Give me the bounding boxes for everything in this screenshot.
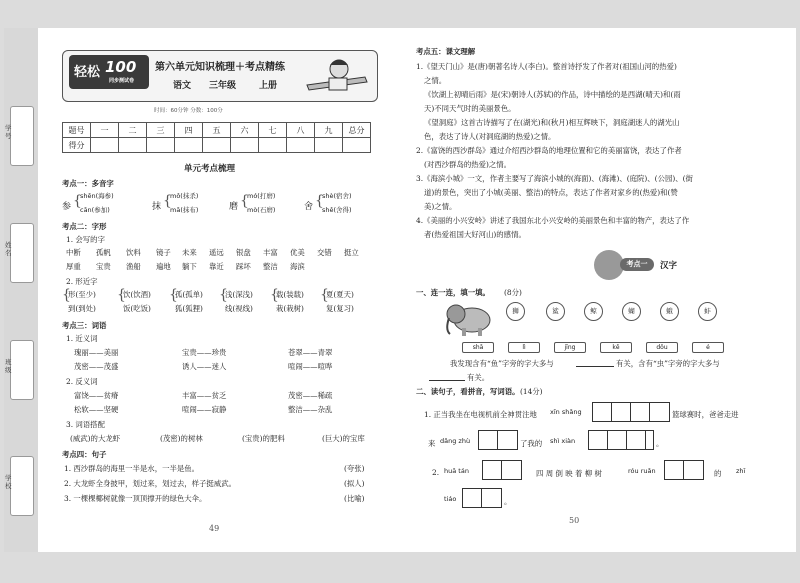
pinyin: zhī xyxy=(736,467,746,475)
score-head: 六 xyxy=(231,123,259,138)
question-text: 。 xyxy=(656,439,664,448)
pinyin: dǎng zhù xyxy=(440,437,471,445)
score-head: 题号 xyxy=(63,123,91,138)
section-title: 单元考点梳理 xyxy=(184,164,236,174)
question-1-score: (8分) xyxy=(504,288,522,297)
score-cell[interactable] xyxy=(287,138,315,153)
exam-time-score: 时间：60分钟 分数：100分 xyxy=(154,108,223,114)
score-head: 五 xyxy=(203,123,231,138)
score-cell[interactable] xyxy=(315,138,343,153)
char-circle[interactable]: 蛾 xyxy=(660,302,679,321)
score-label: 得分 xyxy=(63,138,91,153)
name-label: 姓名 xyxy=(5,241,12,257)
header-subject: 语文 xyxy=(173,81,192,91)
score-head: 总分 xyxy=(343,123,371,138)
pinyin: xīn shǎng xyxy=(550,408,582,416)
word-pair: 整洁——杂乱 xyxy=(288,405,333,414)
word-pair: 富饶——贫瘠 xyxy=(74,391,119,400)
brand-logo: 轻松 100 同步测试卷 xyxy=(69,55,149,89)
question-text: 2. xyxy=(432,468,440,477)
word-collocation: (巨大)的宝库 xyxy=(322,434,365,443)
name-box[interactable] xyxy=(10,223,34,283)
student-id-box[interactable] xyxy=(10,106,34,166)
sentence-type: (比喻) xyxy=(344,494,365,503)
sentence: 2. 大龙虾全身披甲，划过来，划过去，样子挺威武。 xyxy=(64,479,236,488)
sub-heading: 3. 词语搭配 xyxy=(66,420,105,429)
pinyin: tiáo xyxy=(444,495,457,503)
class-box[interactable] xyxy=(10,340,34,400)
question-text: 的 xyxy=(714,469,722,478)
point-4-heading: 考点四：句子 xyxy=(62,450,107,459)
score-cell[interactable] xyxy=(343,138,371,153)
char-circle[interactable]: 鲸 xyxy=(584,302,603,321)
score-head: 一 xyxy=(91,123,119,138)
word-pair: 茂密——茂盛 xyxy=(74,362,119,371)
question-text: 来 xyxy=(428,439,436,448)
question-text: 1. 正当我坐在电视机前全神贯注地 xyxy=(424,410,537,419)
point-1-heading: 考点一：多音字 xyxy=(62,179,114,188)
student-id-label: 学号 xyxy=(5,124,12,140)
answer-blank[interactable] xyxy=(429,380,465,381)
pinyin-box[interactable]: lì xyxy=(508,342,540,353)
word-pair: 喧闹——寂静 xyxy=(182,405,227,414)
pinyin: huā tán xyxy=(444,467,469,475)
score-cell[interactable] xyxy=(259,138,287,153)
word-collocation: (茂密)的树林 xyxy=(160,434,203,443)
char-circle[interactable]: 蚌 xyxy=(698,302,717,321)
score-head: 四 xyxy=(175,123,203,138)
question-text: 篮球赛时，爸爸走进 xyxy=(672,410,739,419)
score-head: 九 xyxy=(315,123,343,138)
score-cell[interactable] xyxy=(91,138,119,153)
score-head: 三 xyxy=(147,123,175,138)
sentence: 3. 一棵棵椰树就像一顶顶撑开的绿色大伞。 xyxy=(64,494,207,503)
score-head: 七 xyxy=(259,123,287,138)
char-circle[interactable]: 鲨 xyxy=(546,302,565,321)
sub-heading: 2. 反义词 xyxy=(66,377,98,386)
writing-grid[interactable] xyxy=(592,402,670,422)
word-pair: 茂密——稀疏 xyxy=(288,391,333,400)
question-1-title: 一、连一连，填一填。 xyxy=(416,288,490,297)
header-term: 上册 xyxy=(259,81,278,91)
school-box[interactable] xyxy=(10,456,34,516)
question-text: 。 xyxy=(504,497,512,506)
binding-strip xyxy=(4,28,38,552)
question-text: 四 周 倒 映 着 柳 树 xyxy=(536,469,602,478)
word-pair: 宝贵——珍贵 xyxy=(182,348,227,357)
page-number-left: 49 xyxy=(209,524,220,533)
char-circle[interactable]: 蝴 xyxy=(622,302,641,321)
score-cell[interactable] xyxy=(203,138,231,153)
score-cell[interactable] xyxy=(175,138,203,153)
sub-heading: 1. 会写的字 xyxy=(66,235,105,244)
fill-text: 我发现含有“鱼”字旁的字大多与 xyxy=(450,359,554,368)
sub-heading: 2. 形近字 xyxy=(66,277,98,286)
word-pair: 瑰丽——美丽 xyxy=(74,348,119,357)
word-collocation: (宝贵)的肥料 xyxy=(242,434,285,443)
word-pair: 喧闹——喧哗 xyxy=(288,362,333,371)
badge: 考点一 xyxy=(620,258,654,271)
question-text: 了我的 xyxy=(520,439,543,448)
score-table xyxy=(62,122,371,153)
fill-text: 有关。 xyxy=(467,373,490,382)
point-3-heading: 考点三：词语 xyxy=(62,321,107,330)
word-pair: 丰富——贫乏 xyxy=(182,391,227,400)
writing-grid[interactable] xyxy=(482,460,522,480)
pinyin-box[interactable]: shā xyxy=(462,342,494,353)
score-head: 八 xyxy=(287,123,315,138)
writing-grid[interactable] xyxy=(462,488,502,508)
score-cell[interactable] xyxy=(231,138,259,153)
header-grade: 三年级 xyxy=(209,81,237,91)
point-5-heading: 考点五：课文理解 xyxy=(416,47,476,56)
writing-grid[interactable] xyxy=(478,430,518,450)
answer-blank[interactable] xyxy=(576,366,614,367)
fill-text: 有关，含有“虫”字旁的字大多与 xyxy=(616,359,720,368)
pinyin-box[interactable]: dǒu xyxy=(646,342,678,353)
writing-grid[interactable] xyxy=(588,430,654,450)
word-pair: 苍翠——青翠 xyxy=(288,348,333,357)
point-2-heading: 考点二：字形 xyxy=(62,222,107,231)
word-pair: 松软——坚硬 xyxy=(74,405,119,414)
sub-heading: 1. 近义词 xyxy=(66,334,98,343)
sentence: 1. 西沙群岛的海里一半是水，一半是鱼。 xyxy=(64,464,200,473)
pinyin: róu ruǎn xyxy=(628,467,656,475)
question-2-title: 二、读句子，看拼音，写词语。 xyxy=(416,387,520,396)
score-head: 二 xyxy=(119,123,147,138)
word-pair: 诱人——迷人 xyxy=(182,362,227,371)
sentence-type: (拟人) xyxy=(344,479,365,488)
writing-grid[interactable] xyxy=(664,460,704,480)
score-cell[interactable] xyxy=(147,138,175,153)
class-label: 班级 xyxy=(5,358,12,374)
pinyin-box[interactable]: kē xyxy=(600,342,632,353)
school-label: 学校 xyxy=(5,474,12,490)
elephant-illustration xyxy=(444,300,498,340)
sentence-type: (夸张) xyxy=(344,464,365,473)
boy-writing-illustration xyxy=(299,55,371,97)
char-circle[interactable]: 狮 xyxy=(506,302,525,321)
page-number-right: 50 xyxy=(569,516,580,525)
badge-title: 汉字 xyxy=(660,261,678,271)
score-cell[interactable] xyxy=(119,138,147,153)
pinyin-box[interactable]: jīng xyxy=(554,342,586,353)
header-banner xyxy=(62,50,378,102)
pinyin: shì xiàn xyxy=(550,437,576,445)
pinyin-box[interactable]: é xyxy=(692,342,724,353)
question-2-score: (14分) xyxy=(520,387,543,396)
header-title: 第六单元知识梳理＋考点精练 xyxy=(155,62,285,73)
word-collocation: (威武)的大龙虾 xyxy=(70,434,121,443)
exam-sheet: 学号 姓名 班级 学校 轻松 100 同步测试卷 第六单元知识梳理＋考点精练 语文 三年级 上册 时间：60分钟 分数：100分 题号 一 二 三 四 五 六 七 八 九 总分 得分 单元考点梳理 考点一：多音字 参 { shēn(海参) cān(参加) 抹 { mǒ(抹杀) mā(抹布) 磨 { mó(打磨) mò(石磨) 舍 { shè(宿舍) shě(舍得) 考点二：字形 1. 会写的字 中断 孤帆 饮料 镜子 未来 遥远 银盘 丰富 优美 交错 挺立 厚重 宝贵 渔船 遍地 躺下 靠近 踩坏 整洁 海滨 2. 形近字 { 形(至少) 到(到处) { 饮(饮酒) 饭(吃饭) { 孤(孤单) 狐(狐狸) { 浅(深浅) 线(视线) { 载(装载) 栽(栽树) { 夏(夏天) 复(复习) 考点三：词语 1. 近义词 瑰丽——美丽 宝贵——珍贵 苍翠——青翠 茂密——茂盛 诱人——迷人 喧闹——喧哗 2. 反义词 富饶——贫瘠 丰富——贫乏 茂密——稀疏 松软——坚硬 喧闹——寂静 整洁——杂乱 3. 词语搭配 (威武)的大龙虾 (茂密)的树林 (宝贵)的肥料 (巨大)的宝库 考点四：句子 1. 西沙群岛的海里一半是水，一半是鱼。 (夸张) 2. 大龙虾全身披甲，划过来，划过去，样子挺威武。 (拟人) 3. 一棵棵椰树就像一顶顶撑开的绿色大伞。 (比喻) 49 考点五：课文理解 1.《望天门山》是(唐)朝著名诗人(李白)。整首诗抒发了作者对(祖国山河的热爱) 之情。 《饮湖上初晴后雨》是(宋)朝诗人(苏轼)的作品，诗中描绘的是西湖(晴天)和(雨 天)不同天气时的美丽景色。 《望洞庭》这首古诗描写了在(湖光)和(秋月)相互辉映下，洞庭湖迷人的湖光山 色，表达了诗人(对洞庭湖的热爱)之情。 2.《富饶的西沙群岛》通过介绍西沙群岛的地理位置和它的美丽富饶，表达了作者 (对西沙群岛的热爱)之情。 3.《海滨小城》一文，作者主要写了海滨小城的(海面)、(海滩)、(庭院)、(公园)、(街 道)的景色，突出了小城(美丽、整洁)的特点，表达了作者对家乡的(热爱)和(赞 美)之情。 4.《美丽的小兴安岭》讲述了我国东北小兴安岭的美丽景色和丰富的物产，表达了作 者(热爱祖国大好河山)的感情。 考点一 汉字 一、连一连，填一填。 (8分) 狮 鲨 鲸 蝴 蛾 蚌 shā lì jīng kē dǒu é 我发现含有“鱼”字旁的字大多与 有关，含有“虫”字旁的字大多与 有关。 二、读句子，看拼音，写词语。 (14分) 1. 正当我坐在电视机前全神贯注地 xīn shǎng 篮球赛时，爸爸走进 来 dǎng zhù 了我的 shì xiàn 。 2. huā tán 四 周 倒 映 着 柳 树 róu ruǎn 的 zhī tiáo 。 50 xyxy=(4,28,796,552)
